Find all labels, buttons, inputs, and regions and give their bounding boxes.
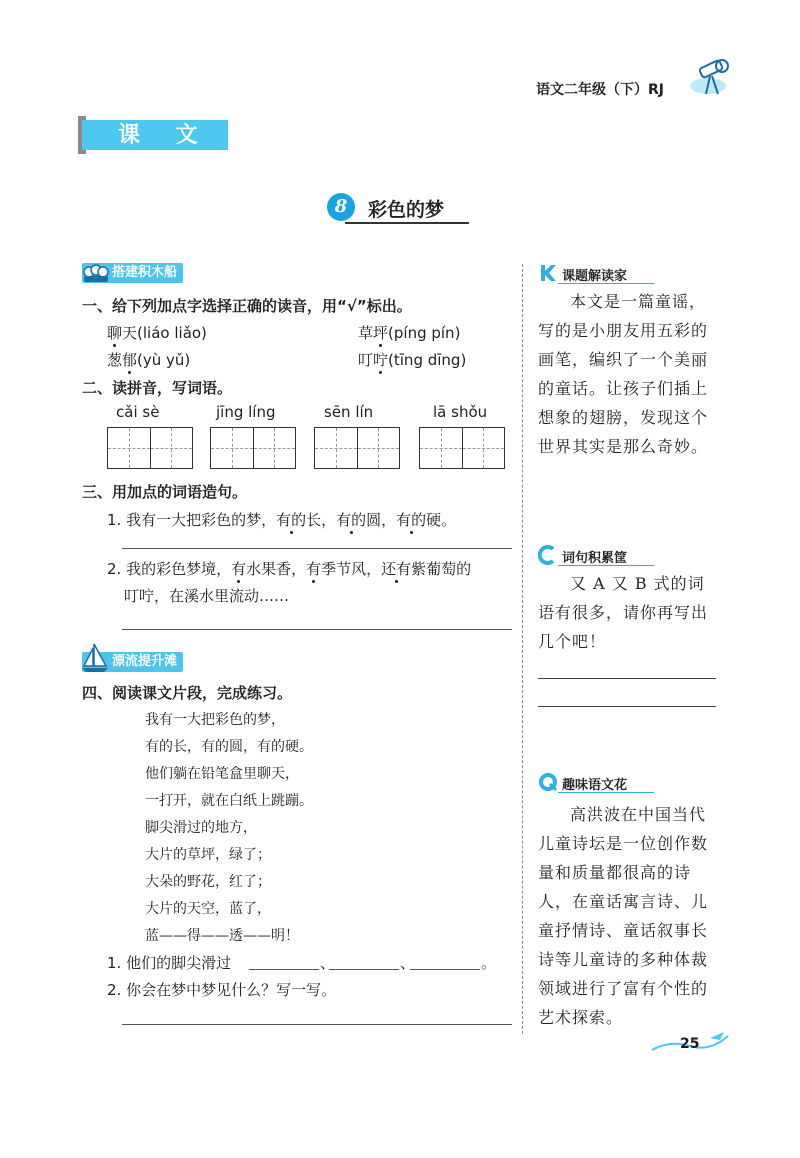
sidebar-answer-line-2[interactable] bbox=[538, 706, 716, 707]
sidebar-tag-3: 趣味语文花 bbox=[562, 778, 628, 793]
sidebar-tag-1: 课题解读家 bbox=[562, 269, 628, 284]
sidebar-tag-3-underline bbox=[558, 792, 654, 793]
q4-sub1-sep1: 、 bbox=[320, 954, 336, 972]
q3-s1-b: 长， bbox=[306, 511, 337, 529]
q4-heading: 四、阅读课文片段，完成练习。 bbox=[82, 684, 293, 702]
q3-s2-b: 水果香， bbox=[246, 560, 307, 578]
tag-build-label: 搭建积木船 bbox=[112, 265, 178, 280]
q-letter-icon bbox=[538, 772, 558, 792]
answer-line-q3-1[interactable] bbox=[122, 548, 512, 549]
q3-s2-pre: 2. 我的彩色梦境， bbox=[107, 560, 232, 578]
q3-s2-a: 有 bbox=[231, 560, 247, 578]
q1-item-1-dotted: 聊 bbox=[107, 324, 123, 342]
poem-line-1: 我有一大把彩色的梦， bbox=[145, 712, 285, 728]
answer-line-q3-2[interactable] bbox=[122, 629, 512, 630]
sidebar-tag-2: 词句积累筐 bbox=[562, 551, 628, 566]
sidebar-text-3: 高洪波在中国当代儿童诗坛是一位创作数量和质量都很高的诗人，在童话寓言诗、儿童抒情诗、童话叙事长诗等儿童诗的多种体裁领域进行了富有个性的艺术探索。 bbox=[538, 805, 709, 1027]
q3-sentence-2 bbox=[107, 558, 471, 579]
writing-grid-1[interactable] bbox=[107, 427, 193, 469]
poem-line-4: 一打开，就在白纸上跳蹦。 bbox=[145, 793, 313, 809]
q1-item-3 bbox=[107, 349, 190, 370]
sidebar-tag-2-underline bbox=[558, 565, 654, 566]
poem-line-3: 他们躺在铅笔盒里聊天， bbox=[145, 766, 299, 782]
q3-sentence-1 bbox=[107, 509, 456, 530]
q3-s2-f: 紫葡萄的 bbox=[411, 560, 472, 578]
q3-s2-d: 季节风， bbox=[321, 560, 382, 578]
q3-heading: 三、用加点的词语造句。 bbox=[82, 483, 248, 501]
sidebar-text-2: 又 A 又 B 式的词语有很多，请你再写出几个吧！ bbox=[538, 574, 709, 651]
q1-item-1-options: (liáo liǎo) bbox=[137, 324, 207, 342]
blank-2[interactable] bbox=[329, 969, 399, 970]
sidebar-answer-line-1[interactable] bbox=[538, 678, 716, 679]
answer-line-q4[interactable] bbox=[122, 1024, 512, 1025]
poem-line-6: 大片的草坪，绿了； bbox=[145, 847, 271, 863]
writing-grid-3[interactable] bbox=[314, 427, 400, 469]
q3-s1-f: 硬。 bbox=[426, 511, 457, 529]
pinyin-3: sēn lín bbox=[324, 403, 374, 421]
q4-sub1-sep2: 、 bbox=[400, 954, 416, 972]
q1-item-2 bbox=[358, 322, 460, 343]
blank-3[interactable] bbox=[410, 969, 480, 970]
pinyin-1: cǎi sè bbox=[116, 403, 160, 421]
poem-line-7: 大朵的野花，红了； bbox=[145, 874, 271, 890]
poem-line-8: 大片的天空，蓝了， bbox=[145, 901, 271, 917]
c-letter-icon bbox=[538, 545, 558, 565]
writing-grid-2[interactable] bbox=[210, 427, 296, 469]
lesson-title: 彩色的梦 bbox=[368, 199, 445, 221]
q3-s2-e: 还有 bbox=[381, 560, 412, 578]
sidebar-text-1: 本文是一篇童谣，写的是小朋友用五彩的画笔，编织了一个美丽的童话。让孩子们插上想象的翅膀，发现这个世界其实是那么奇妙。 bbox=[538, 292, 709, 456]
q3-sentence-2-line2: 叮咛，在溪水里流动…… bbox=[124, 587, 290, 605]
q4-sub2: 2. 你会在梦中梦见什么？写一写。 bbox=[107, 981, 337, 999]
q3-s1-a: 有的 bbox=[276, 511, 307, 529]
q1-item-3-word: 葱 bbox=[107, 351, 123, 369]
page-number: 25 bbox=[680, 1036, 700, 1052]
q3-s1-e: 有的 bbox=[396, 511, 427, 529]
q1-item-4-options: (tīng dīng) bbox=[388, 351, 467, 369]
q3-s2-c: 有 bbox=[306, 560, 322, 578]
q1-item-4-word: 叮 bbox=[358, 351, 374, 369]
header-label: 语文二年级（下）RJ bbox=[536, 82, 664, 98]
poem-line-9: 蓝——得——透——明！ bbox=[145, 928, 299, 944]
poem-line-2: 有的长，有的圆，有的硬。 bbox=[145, 739, 313, 755]
section-title: 课 文 bbox=[118, 122, 212, 148]
telescope-icon bbox=[688, 56, 740, 100]
q1-heading: 一、给下列加点字选择正确的读音，用“√”标出。 bbox=[82, 297, 412, 315]
column-divider bbox=[522, 264, 523, 1034]
q1-item-3-dotted: 郁 bbox=[122, 351, 138, 369]
sidebar-tag-1-underline bbox=[558, 283, 654, 284]
q2-heading: 二、读拼音，写词语。 bbox=[82, 379, 233, 397]
blank-1[interactable] bbox=[249, 969, 319, 970]
pinyin-2: jīng líng bbox=[216, 403, 276, 421]
q3-s1-c: 有的 bbox=[336, 511, 367, 529]
pinyin-4: lā shǒu bbox=[433, 403, 488, 421]
q3-s1-pre: 1. 我有一大把彩色的梦， bbox=[107, 511, 277, 529]
title-underline bbox=[345, 222, 469, 224]
q3-s1-d: 圆， bbox=[366, 511, 397, 529]
q1-item-3-options: (yù yǔ) bbox=[137, 351, 191, 369]
q4-sub1: 1. 他们的脚尖滑过 bbox=[107, 954, 232, 972]
writing-grid-4[interactable] bbox=[419, 427, 505, 469]
q1-item-2-options: (píng pín) bbox=[388, 324, 461, 342]
q1-item-4 bbox=[358, 349, 466, 370]
lesson-number-badge: 8 bbox=[327, 193, 355, 221]
tag-float-label: 漂流提升滩 bbox=[112, 654, 178, 669]
q1-item-2-word: 草 bbox=[358, 324, 374, 342]
q1-item-1-word: 天 bbox=[122, 324, 138, 342]
k-letter-icon bbox=[538, 263, 558, 283]
q1-item-4-dotted: 咛 bbox=[373, 351, 389, 369]
q1-item-1 bbox=[107, 322, 207, 343]
blocks-icon bbox=[82, 262, 110, 284]
q1-item-2-dotted: 坪 bbox=[373, 324, 389, 342]
q4-sub1-end: 。 bbox=[481, 954, 497, 972]
sailboat-icon bbox=[80, 640, 110, 674]
poem-line-5: 脚尖滑过的地方， bbox=[145, 820, 257, 836]
